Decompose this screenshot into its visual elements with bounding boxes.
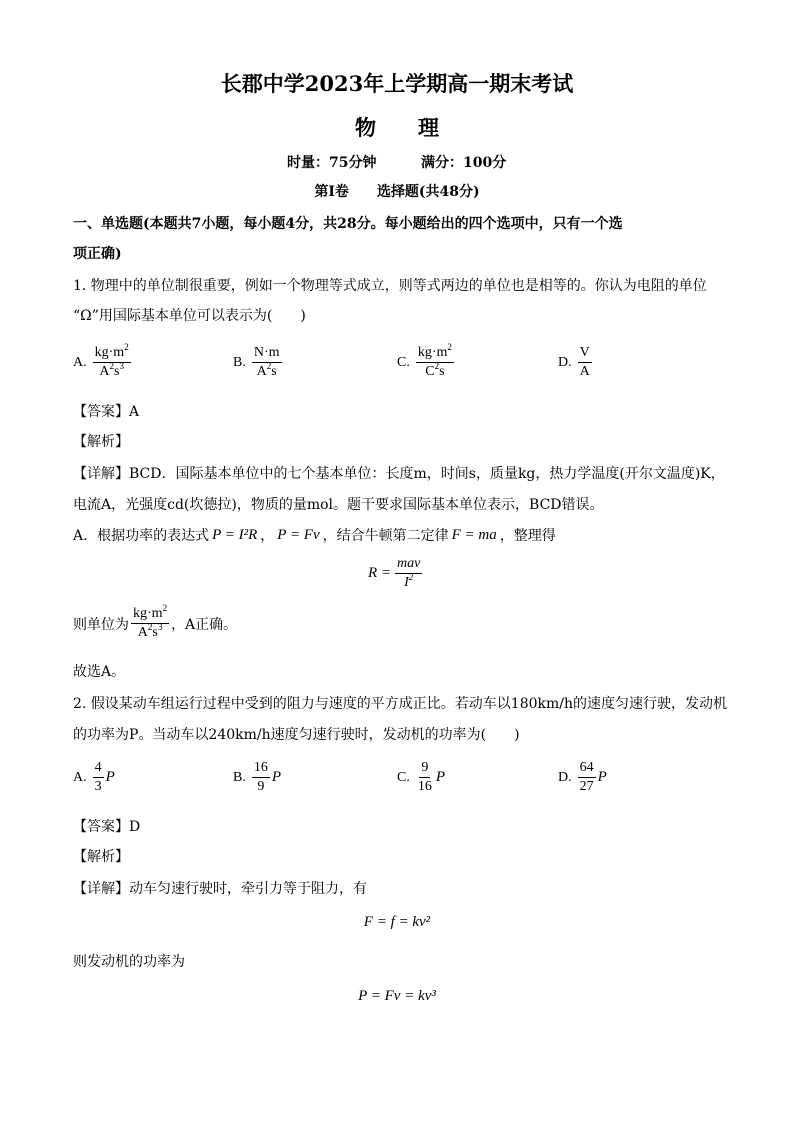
subject-title: 物 理 [355,115,439,140]
q2-option-b: B. $\frac{16}{9}$ P [233,760,282,794]
unit-fraction: $\frac{N\cdot m}{A^2s}$ [253,345,280,379]
q2-stem-line1: 2. 假设某动车组运行过程中受到的阻力与速度的平方成正比。若动车以180km/h的速度匀速行驶，发动机 [73,696,728,712]
q2-equation-force: F = f = kv² [363,914,431,930]
q1-analysis-label: 【解析】 [73,434,129,450]
unit-fraction: $\frac{kg\cdot m^2}{C^2s}$ [417,342,452,379]
q1-conclusion: 故选A。 [73,664,126,680]
q2-mid-text: 则发动机的功率为 [73,954,185,970]
power-formula: P = I²R [212,526,258,543]
q1-stem-line1: 1. 物理中的单位制很重要，例如一个物理等式成立，则等式两边的单位也是相等的。你认为电阻的单位 [73,278,707,294]
resistance-equation: R = $\frac{\text{mav}}{I^2}$ [368,556,421,590]
option-letter: D. [558,354,572,370]
q2-analysis-label: 【解析】 [73,849,129,865]
q2-stem-line2: 的功率为P。当动车以240km/h速度匀速行驶时，发动机的功率为( ) [73,727,520,743]
q2-detail: 【详解】动车匀速行驶时，牵引力等于阻力，有 [73,881,367,897]
q2-option-d: D. $\frac{64}{27}$ P [558,760,607,794]
q2-answer: 【答案】D [73,819,141,835]
power-formula-2: P = Fv [277,526,320,543]
option-letter: B. [233,354,246,370]
q1-detail-line2: 电流A，光强度cd(坎德拉)，物质的量mol。题干要求国际基本单位表示，BCD错误。 [73,497,604,513]
q1-detail-line1: 【详解】BCD．国际基本单位中的七个基本单位：长度m，时间s，质量kg，热力学温度(开尔文温度)K， [73,466,725,482]
part-heading-line1: 一、单选题(本题共7小题，每小题4分，共28分。每小题给出的四个选项中，只有一个选 [73,216,623,232]
option-letter: A. [73,354,87,370]
unit-fraction: $\frac{V}{A}$ [579,345,590,379]
q1-option-c [397,342,454,380]
q2-equation-power: P = Fv = kv³ [358,988,436,1004]
detail-label: 【详解】 [73,881,129,897]
q2-option-c: C. $\frac{9}{16}$ P [397,760,446,794]
q1-stem-line2: “Ω”用国际基本单位可以表示为( ) [73,308,306,324]
unit-fraction: $\frac{kg\cdot m^2}{A^2s^3}$ [94,342,129,379]
part-heading-line2: 项正确) [73,246,122,262]
detail-label: 【详解】 [73,466,129,482]
option-letter: C. [397,354,410,370]
exam-title: 长郡中学2023年上学期高一期末考试 [220,71,574,96]
time-limit: 时量：75分钟 [287,155,377,171]
section-title: 第Ⅰ卷 选择题(共48分) [314,184,480,200]
q1-option-a [73,342,131,380]
q2-option-a: A. $\frac{4}{3}$ P [73,760,115,794]
q1-option-b [233,345,282,380]
newton-second-law: F = ma [451,526,497,543]
q1-option-a-derivation: A．根据功率的表达式 P = I²R ， P = Fv ，结合牛顿第二定律 F = ma ，整理得 [73,526,556,544]
full-score: 满分：100分 [421,155,507,171]
q1-option-d [558,345,592,380]
q1-answer: 【答案】A [73,404,140,420]
q1-unit-result: 则单位为 $\frac{kg\cdot m^2}{A^2s^3}$ ，A正确。 [73,603,238,640]
